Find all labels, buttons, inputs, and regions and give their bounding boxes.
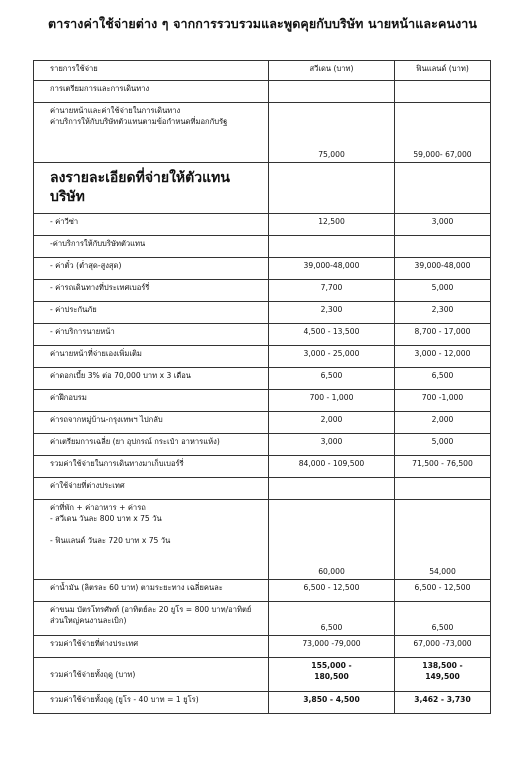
row-sweden: 3,000 xyxy=(269,434,395,456)
header-sweden: สวีเดน (บาท) xyxy=(269,61,395,81)
row-label: - ค่าวีซ่า xyxy=(34,214,269,236)
row-finland: 6,500 - 12,500 xyxy=(395,580,491,602)
row-sweden: 75,000 xyxy=(269,103,395,163)
row-sweden: 2,000 xyxy=(269,412,395,434)
row-finland: 2,300 xyxy=(395,302,491,324)
row-label: - ค่าตั๋ว (ต่ำสุด-สูงสุด) xyxy=(34,258,269,280)
table-row xyxy=(34,280,491,302)
row-sweden: 39,000-48,000 xyxy=(269,258,395,280)
row-label: ค่านายหน้าและค่าใช้จ่ายในการเดินทาง ค่าบริการให้กับบริษัทตัวแทนตามข้อกำหนดที่มอกกับรัฐ xyxy=(34,103,269,163)
table-row xyxy=(34,258,491,280)
table-row xyxy=(34,434,491,456)
table-header-row xyxy=(34,61,491,81)
row-sweden xyxy=(269,478,395,500)
row-sweden: 155,000 - 180,500 xyxy=(269,658,395,692)
table-row xyxy=(34,412,491,434)
row-label: - ค่าประกันภัย xyxy=(34,302,269,324)
table-row xyxy=(34,478,491,500)
table-row xyxy=(34,390,491,412)
table-row xyxy=(34,368,491,390)
table-row-total xyxy=(34,692,491,714)
row-label: -ค่าบริการให้กับบริษัทตัวแทน xyxy=(34,236,269,258)
table-row-subtotal xyxy=(34,456,491,478)
table-row xyxy=(34,302,491,324)
expense-table xyxy=(33,60,491,714)
row-label: การเตรียมการและการเดินทาง xyxy=(34,81,269,103)
row-finland: 138,500 - 149,500 xyxy=(395,658,491,692)
row-finland: 67,000 -73,000 xyxy=(395,636,491,658)
section-heading: ลงรายละเอียดที่จ่ายให้ตัวแทนบริษัท xyxy=(34,163,269,214)
row-sweden: 12,500 xyxy=(269,214,395,236)
row-finland: 5,000 xyxy=(395,280,491,302)
table-row-total xyxy=(34,658,491,692)
row-sweden: 3,000 - 25,000 xyxy=(269,346,395,368)
row-sweden: 700 - 1,000 xyxy=(269,390,395,412)
row-finland: 6,500 xyxy=(395,602,491,636)
table-row xyxy=(34,580,491,602)
header-item: รายการใช้จ่าย xyxy=(34,61,269,81)
row-finland: 54,000 xyxy=(395,500,491,580)
row-sweden xyxy=(269,163,395,214)
row-label: - ค่ารถเดินทางที่ประเทศเบอร์รี่ xyxy=(34,280,269,302)
row-finland: 59,000- 67,000 xyxy=(395,103,491,163)
table-row xyxy=(34,500,491,580)
row-label: ค่าดอกเบี้ย 3% ต่อ 70,000 บาท x 3 เดือน xyxy=(34,368,269,390)
row-sweden xyxy=(269,81,395,103)
row-label: ค่าขนม บัตรโทรศัพท์ (อาทิตย์ละ 20 ยูโร = 800 บาท/อาทิตย์ ส่วนใหญ่คนงานละเบิก) xyxy=(34,602,269,636)
row-finland: 700 -1,000 xyxy=(395,390,491,412)
row-finland xyxy=(395,478,491,500)
row-finland: 6,500 xyxy=(395,368,491,390)
row-sweden: 73,000 -79,000 xyxy=(269,636,395,658)
table-row-section xyxy=(34,163,491,214)
row-sweden: 2,300 xyxy=(269,302,395,324)
row-sweden: 3,850 - 4,500 xyxy=(269,692,395,714)
row-sweden: 7,700 xyxy=(269,280,395,302)
row-finland: 5,000 xyxy=(395,434,491,456)
row-label: - ค่าบริการนายหน้า xyxy=(34,324,269,346)
row-sweden: 6,500 xyxy=(269,602,395,636)
table-row xyxy=(34,81,491,103)
page-title: ตารางค่าใช้จ่ายต่าง ๆ จากการรวบรวมและพูดคุยกับบริษัท นายหน้าและคนงาน xyxy=(48,16,478,31)
row-sweden: 60,000 xyxy=(269,500,395,580)
table-row xyxy=(34,103,491,163)
row-sweden xyxy=(269,236,395,258)
row-finland xyxy=(395,163,491,214)
row-label: ค่าน้ำมัน (ลิตรละ 60 บาท) ตามระยะทาง เฉลี่ยคนละ xyxy=(34,580,269,602)
row-finland xyxy=(395,236,491,258)
row-finland: 71,500 - 76,500 xyxy=(395,456,491,478)
row-label: ค่านายหน้าที่จ่ายเองเพิ่มเติม xyxy=(34,346,269,368)
table-row-subtotal xyxy=(34,636,491,658)
row-label: รวมค่าใช้จ่ายทั้งฤดู (บาท) xyxy=(34,658,269,692)
row-label: รวมค่าใช้จ่ายทั้งฤดู (ยูโร - 40 บาท = 1 ยูโร) xyxy=(34,692,269,714)
row-finland xyxy=(395,81,491,103)
row-label: ค่าที่พัก + ค่าอาหาร + ค่ารถ - สวีเดน วันละ 800 บาท x 75 วัน - ฟินแลนด์ วันละ 720 บาท x 75 วัน xyxy=(34,500,269,580)
table-row xyxy=(34,214,491,236)
row-sweden: 84,000 - 109,500 xyxy=(269,456,395,478)
row-label: ค่าใช้จ่ายที่ต่างประเทศ xyxy=(34,478,269,500)
table-row xyxy=(34,236,491,258)
row-label: รวมค่าใช้จ่ายที่ต่างประเทศ xyxy=(34,636,269,658)
row-label: ค่ารถจากหมู่บ้าน-กรุงเทพฯ ไปกลับ xyxy=(34,412,269,434)
row-finland: 39,000-48,000 xyxy=(395,258,491,280)
row-sweden: 6,500 - 12,500 xyxy=(269,580,395,602)
row-label: ค่าฝึกอบรม xyxy=(34,390,269,412)
row-label: ค่าเตรียมการเฉลี่ย (ยา อุปกรณ์ กระเป๋า อาหารแห้ง) xyxy=(34,434,269,456)
row-finland: 3,462 - 3,730 xyxy=(395,692,491,714)
row-sweden: 6,500 xyxy=(269,368,395,390)
table-row xyxy=(34,324,491,346)
header-finland: ฟินแลนด์ (บาท) xyxy=(395,61,491,81)
table-row xyxy=(34,346,491,368)
row-label: รวมค่าใช้จ่ายในการเดินทางมาเก็บเบอร์รี่ xyxy=(34,456,269,478)
row-sweden: 4,500 - 13,500 xyxy=(269,324,395,346)
table-row xyxy=(34,602,491,636)
row-finland: 2,000 xyxy=(395,412,491,434)
row-finland: 3,000 xyxy=(395,214,491,236)
row-finland: 3,000 - 12,000 xyxy=(395,346,491,368)
row-finland: 8,700 - 17,000 xyxy=(395,324,491,346)
